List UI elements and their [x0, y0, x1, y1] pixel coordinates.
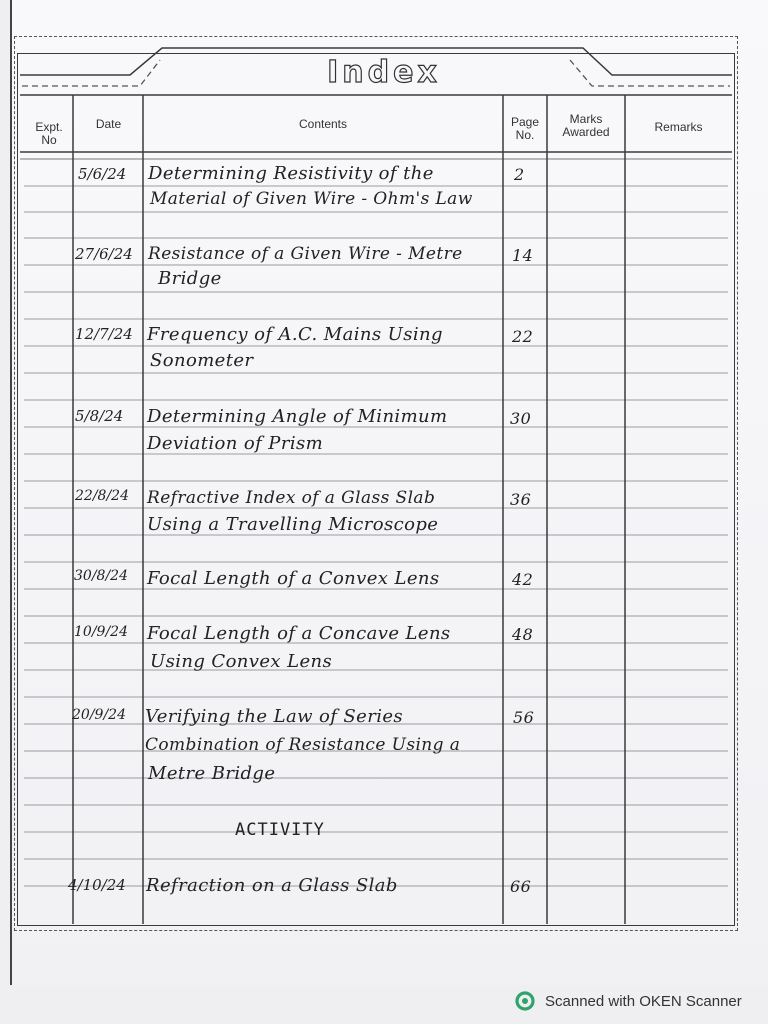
entry-date: 4/10/24 [68, 876, 126, 894]
entry-title-line: Verifying the Law of Series [145, 706, 404, 727]
header-page-label: Page [510, 115, 540, 129]
entry-page-no: 2 [514, 165, 525, 184]
header-marks-awarded [547, 113, 625, 139]
page-title: Index [327, 55, 441, 90]
header-page-no [503, 116, 547, 142]
entry-title-line: Using Convex Lens [150, 651, 333, 672]
entry-title-line: Bridge [158, 268, 222, 289]
entry-date: 12/7/24 [75, 325, 133, 343]
header-contents: Contents [298, 117, 348, 131]
entry-date: 10/9/24 [74, 624, 128, 640]
header-awarded-label: Awarded [562, 125, 610, 139]
oken-scanner-logo-icon [515, 991, 535, 1011]
header-date: Date [95, 117, 122, 131]
header-no-label: No [41, 133, 57, 147]
entry-page-no: 30 [510, 409, 532, 428]
scanner-watermark [515, 989, 742, 1013]
entry-date: 5/6/24 [78, 165, 127, 183]
entry-title-line: Determining Resistivity of the [148, 163, 434, 184]
entry-title-line: Resistance of a Given Wire - Metre [148, 244, 463, 264]
entry-title-line: Material of Given Wire - Ohm's Law [150, 189, 473, 209]
entry-title-line: Deviation of Prism [147, 433, 324, 454]
activity-heading: ACTIVITY [235, 820, 325, 840]
entry-title-line: Sonometer [150, 350, 254, 371]
entry-page-no: 66 [510, 877, 532, 896]
entry-page-no: 42 [512, 570, 534, 589]
entry-date: 30/8/24 [74, 568, 128, 584]
entry-title-line: Combination of Resistance Using a [145, 735, 461, 755]
entry-title-line: Focal Length of a Concave Lens [147, 623, 451, 644]
header-remarks: Remarks [654, 120, 703, 134]
entry-page-no: 48 [512, 625, 534, 644]
header-expt-no [26, 121, 72, 147]
entry-page-no: 14 [512, 246, 534, 265]
entry-title-line: Focal Length of a Convex Lens [147, 568, 440, 589]
entry-title-line: Frequency of A.C. Mains Using [147, 324, 443, 345]
entry-page-no: 22 [512, 327, 534, 346]
entry-date: 22/8/24 [75, 488, 129, 504]
entry-date: 5/8/24 [75, 407, 124, 425]
entry-page-no: 36 [510, 490, 532, 509]
scanner-watermark-text: Scanned with OKEN Scanner [545, 992, 742, 1010]
entry-page-no: 56 [513, 708, 535, 727]
entry-title-line: Using a Travelling Microscope [147, 514, 439, 535]
entry-title-line: Metre Bridge [148, 763, 276, 784]
header-marks-label: Marks [569, 112, 603, 126]
header-page-no-label: No. [515, 128, 535, 142]
entry-title-line: Refraction on a Glass Slab [146, 875, 398, 896]
entry-date: 20/9/24 [72, 707, 126, 723]
entry-title-line: Refractive Index of a Glass Slab [147, 488, 436, 508]
entry-date: 27/6/24 [75, 245, 133, 263]
entry-title-line: Determining Angle of Minimum [147, 406, 448, 427]
header-expt-label: Expt. [35, 120, 63, 134]
